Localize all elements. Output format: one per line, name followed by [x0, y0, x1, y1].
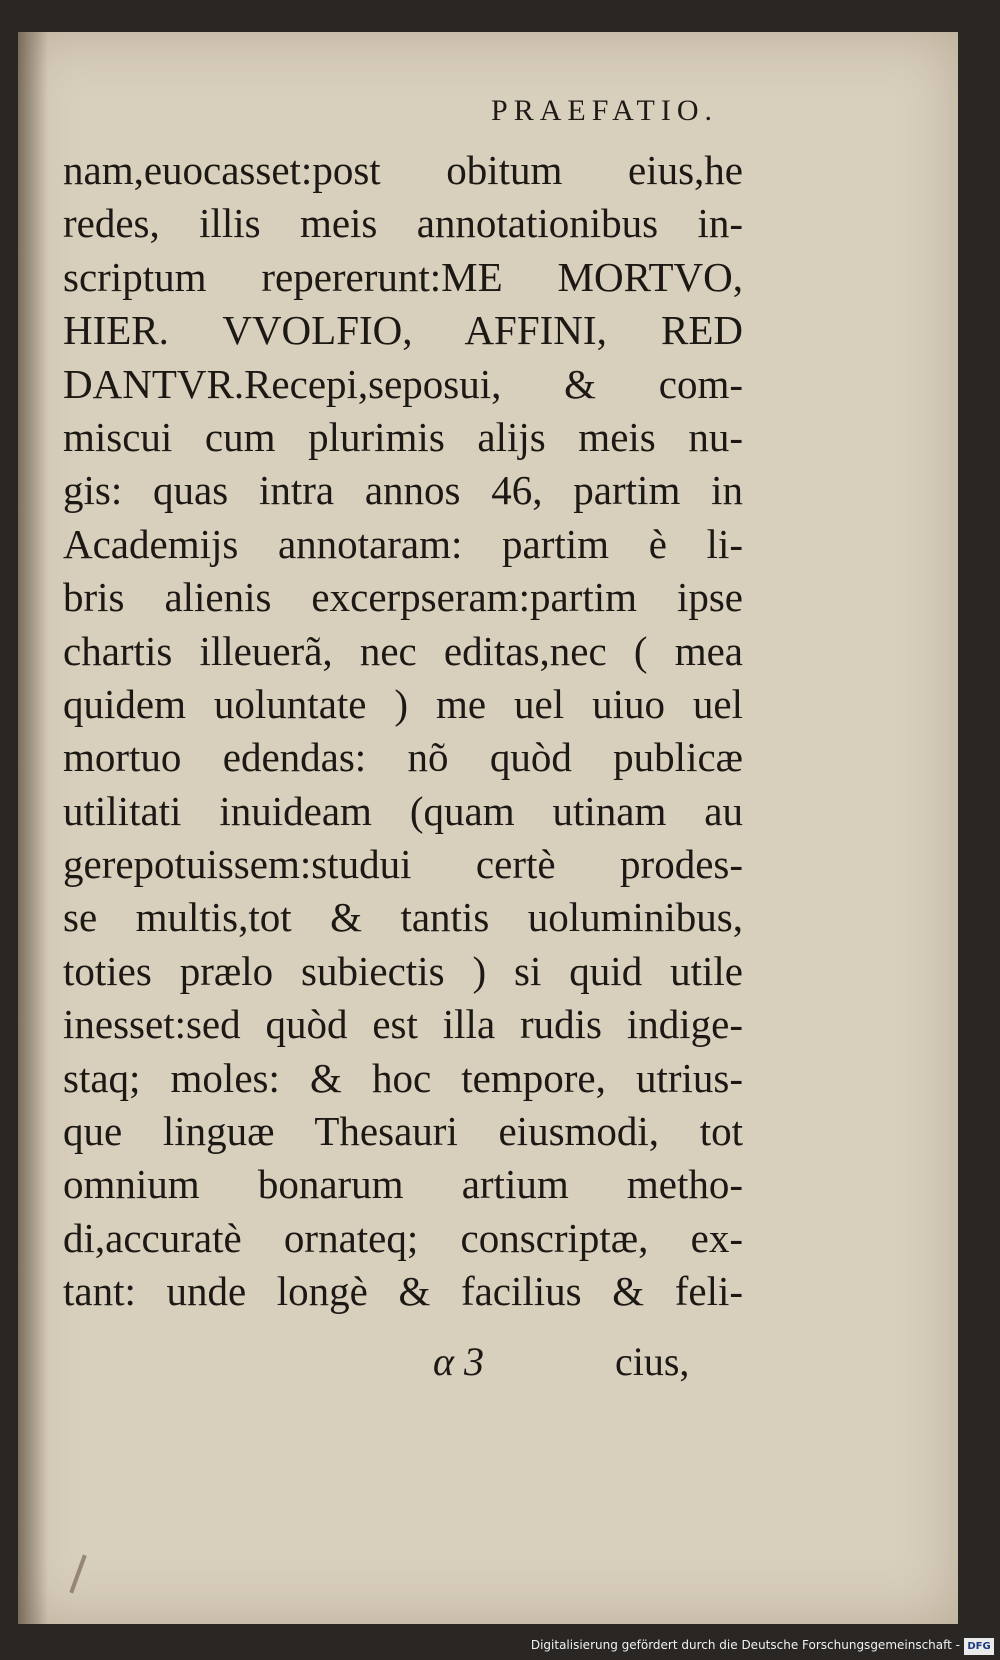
pen-mark [69, 1555, 86, 1594]
text-line: mortuo edendas: nõ quòd publicæ [63, 734, 743, 781]
text-line: que linguæ Thesauri eiusmodi, tot [63, 1108, 743, 1155]
text-line: miscui cum plurimis alijs meis nu- [63, 413, 743, 460]
text-line: inesset:sed quòd est illa rudis indige- [63, 1001, 743, 1048]
dfg-logo: DFG [964, 1638, 994, 1655]
text-line: di,accuratè ornateq; conscriptæ, ex- [63, 1214, 743, 1261]
text-line: gerepotuissem:studui certè prodes- [63, 841, 743, 888]
text-line: Academijs annotaram: partim è li- [63, 520, 743, 567]
text-line: scriptum repererunt:ME MORTVO, [63, 253, 743, 300]
text-line: utilitati inuideam (quam utinam au [63, 787, 743, 834]
page-body-text [63, 144, 743, 1319]
text-line: tant: unde longè & facilius & feli- [63, 1268, 743, 1315]
text-line: redes, illis meis annotationibus in- [63, 200, 743, 247]
credit-text: Digitalisierung gefördert durch die Deutsche Forschungsgemeinschaft - [530, 1638, 960, 1652]
text-line: staq; moles: & hoc tempore, utrius- [63, 1054, 743, 1101]
text-line: DANTVR.Recepi,seposui, & com- [63, 360, 743, 407]
text-line: chartis illeuerã, nec editas,nec ( mea [63, 627, 743, 674]
page-footer [18, 1338, 958, 1388]
signature-mark: α 3 [433, 1339, 484, 1384]
book-page [18, 32, 958, 1624]
text-line: HIER. VVOLFIO, AFFINI, RED [63, 307, 743, 354]
text-line: se multis,tot & tantis uoluminibus, [63, 894, 743, 941]
text-line: gis: quas intra annos 46, partim in [63, 467, 743, 514]
running-header: PRAEFATIO. [491, 94, 718, 127]
text-line: nam,euocasset:post obitum eius,he [63, 147, 743, 193]
text-line: quidem uoluntate ) me uel uiuo uel [63, 680, 743, 727]
digitization-credit-bar [0, 1634, 1000, 1660]
text-line: toties prælo subiectis ) si quid utile [63, 947, 743, 994]
catchword: cius, [615, 1339, 690, 1384]
text-line: omnium bonarum artium metho- [63, 1161, 743, 1208]
text-line: bris alienis excerpseram:partim ipse [63, 574, 743, 621]
